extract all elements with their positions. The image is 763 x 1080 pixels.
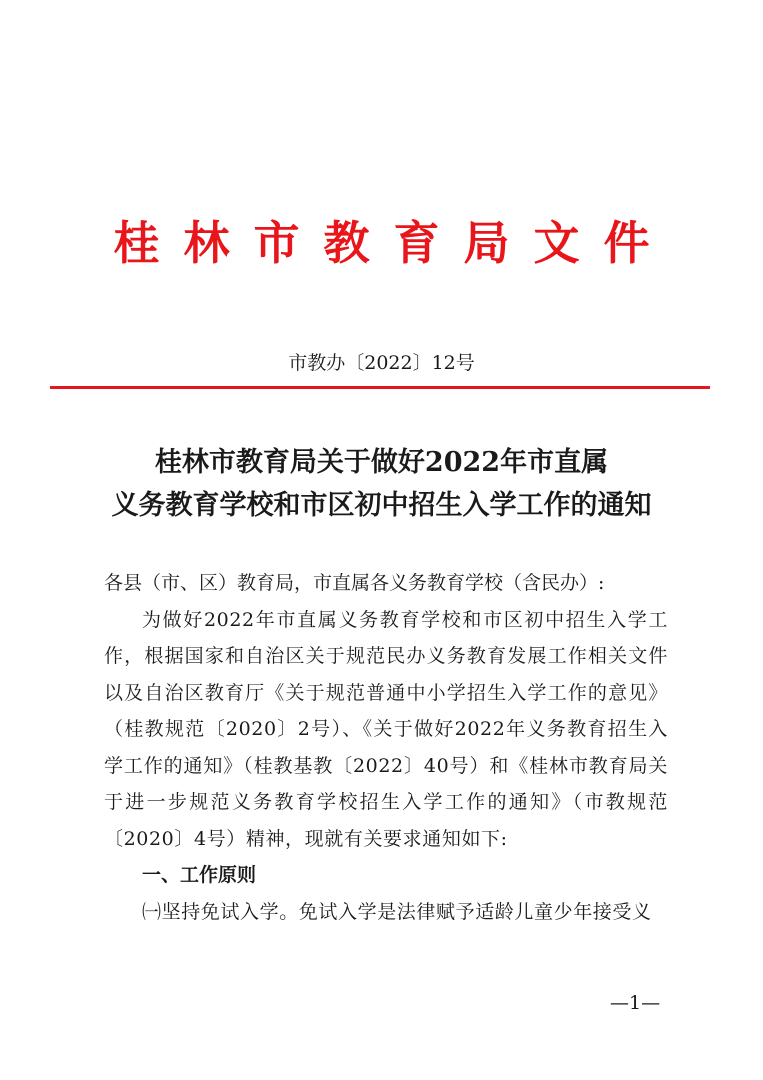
section-paragraph: ㈠坚持免试入学。免试入学是法律赋予适龄儿童少年接受义 <box>142 900 652 923</box>
document-title-line-1: 桂林市教育局关于做好2022年市直属 <box>154 447 609 478</box>
salutation: 各县（市、区）教育局，市直属各义务教育学校（含民办）: <box>104 572 605 594</box>
document-header-title: 桂林市教育局文件 <box>113 216 674 270</box>
red-divider-line <box>50 386 710 389</box>
document-number: 市教办〔2022〕12号 <box>288 352 475 374</box>
page-number: —1— <box>610 992 661 1014</box>
section-heading: 一、工作原则 <box>142 864 257 886</box>
document-body <box>104 565 668 930</box>
document-title <box>0 441 763 527</box>
body-paragraph: 为做好2022年市直属义务教育学校和市区初中招生入学工作，根据国家和自治区关于规范民办义务教育发展工作相关文件以及自治区教育厅《关于规范普通中小学招生入学工作的意见》（桂教规范〔2020〕2号）、《关于做好2022年义务教育招生入学工作的通知》（桂教基教〔2022〕40号）和《桂林市教育局关于进一步规范义务教育学校招生入学工作的通知》（市教规范〔2020〕4号）精神，现就有关要求通知如下: <box>104 608 668 850</box>
document-title-line-2: 义务教育学校和市区初中招生入学工作的通知 <box>111 490 652 521</box>
